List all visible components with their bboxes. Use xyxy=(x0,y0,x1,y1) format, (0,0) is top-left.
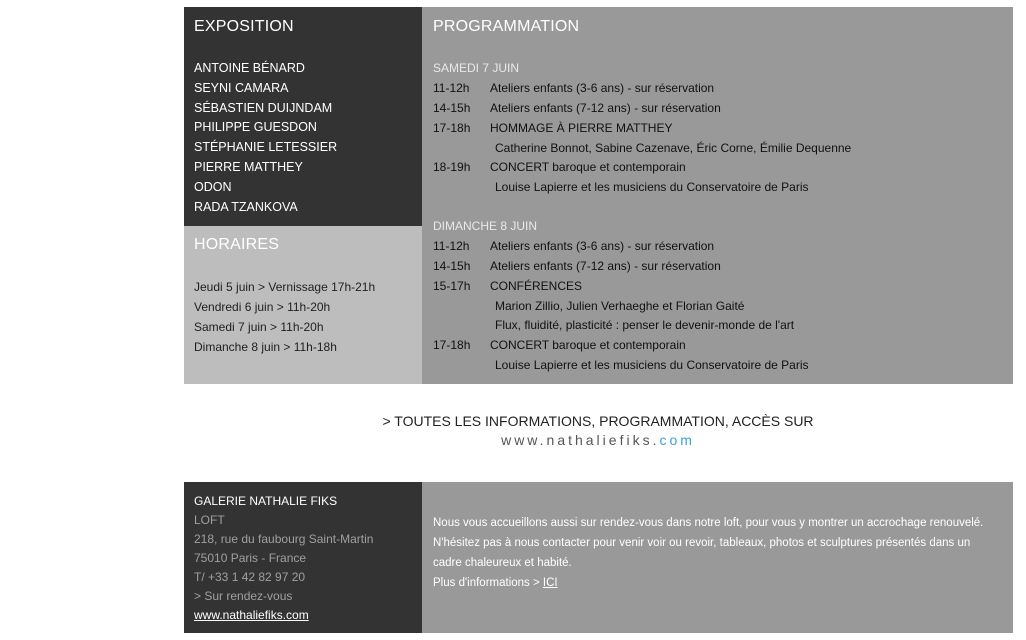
galerie-city: 75010 Paris - France xyxy=(194,551,307,565)
artist-item: STÉPHANIE LETESSIER xyxy=(194,140,338,155)
program-time: 11-12h xyxy=(433,81,470,95)
galerie-phone: T/ +33 1 42 82 97 20 xyxy=(194,570,306,584)
day-label-dimanche: DIMANCHE 8 JUIN xyxy=(433,219,538,233)
program-row xyxy=(433,157,1003,177)
artist-item: ANTOINE BÉNARD xyxy=(194,61,305,75)
galerie-address: 218, rue du faubourg Saint-Martin xyxy=(194,532,374,546)
program-row xyxy=(433,296,1003,316)
artist-item: PHILIPPE GUESDON xyxy=(194,120,317,135)
program-detail: Louise Lapierre et les musiciens du Conservatoire de Paris xyxy=(495,358,809,372)
artist-item: SÉBASTIEN DUIJNDAM xyxy=(194,100,333,115)
program-row xyxy=(433,355,1003,375)
program-detail: Louise Lapierre et les musiciens du Conservatoire de Paris xyxy=(495,180,809,194)
artist-item: ODON xyxy=(194,179,232,194)
program-row xyxy=(433,236,1003,256)
artist-item: PIERRE MATTHEY xyxy=(194,159,303,174)
loft-more-link[interactable]: ICI xyxy=(542,577,558,589)
program-detail: Flux, fluidité, plasticité : penser le devenir-monde de l'art xyxy=(495,318,795,332)
program-time: 14-15h xyxy=(433,101,471,115)
info-cta-text: > TOUTES LES INFORMATIONS, PROGRAMMATION, ACCÈS SUR xyxy=(382,413,814,429)
horaire-item: Vendredi 6 juin > 11h-20h xyxy=(194,300,331,314)
website-link[interactable] xyxy=(0,432,1026,448)
galerie-loft: LOFT xyxy=(194,513,225,527)
program-row xyxy=(433,78,1003,98)
artist-list xyxy=(194,59,337,217)
program-activity: CONCERT baroque et contemporain xyxy=(490,160,686,174)
artist-item: SEYNI CAMARA xyxy=(194,80,289,95)
horaire-item: Samedi 7 juin > 11h-20h xyxy=(194,320,324,334)
program-row xyxy=(433,177,1003,197)
program-time: 14-15h xyxy=(433,259,471,273)
day-label-samedi: SAMEDI 7 JUIN xyxy=(433,61,520,75)
galerie-contact xyxy=(194,492,373,625)
loft-description xyxy=(433,513,998,593)
website-link-main[interactable]: www.nathaliefiks. xyxy=(501,432,660,448)
program-time: 17-18h xyxy=(433,338,471,352)
galerie-name: GALERIE NATHALIE FIKS xyxy=(194,494,338,508)
galerie-appointment: > Sur rendez-vous xyxy=(194,589,293,603)
program-row xyxy=(433,315,1003,335)
horaires-title: HORAIRES xyxy=(194,236,280,253)
program-time: 17-18h xyxy=(433,121,471,135)
program-time: 11-12h xyxy=(433,239,470,253)
program-activity: HOMMAGE À PIERRE MATTHEY xyxy=(490,121,673,135)
loft-text-1: Nous vous accueillons aussi sur rendez-vous dans notre loft, pour vous y montrer un accrochage renouvelé. xyxy=(433,517,984,529)
loft-text-2: N'hésitez pas à nous contacter pour venir voir ou revoir, tableaux, photos et sculptures présentés dans un cadre chaleureux et habité. xyxy=(433,537,971,569)
artist-item: RADA TZANKOVA xyxy=(194,199,298,214)
program-activity: Ateliers enfants (7-12 ans) - sur réservation xyxy=(490,259,721,273)
program-time: 18-19h xyxy=(433,160,471,174)
program-activity: Ateliers enfants (3-6 ans) - sur réservation xyxy=(490,81,715,95)
program-row xyxy=(433,335,1003,355)
programmation-title: PROGRAMMATION xyxy=(433,18,580,35)
loft-more-prefix: Plus d'informations > xyxy=(433,577,543,589)
program-row xyxy=(433,118,1003,138)
horaires-list xyxy=(194,277,375,357)
program-row xyxy=(433,256,1003,276)
program-row xyxy=(433,138,1003,158)
galerie-website-link[interactable]: www.nathaliefiks.com xyxy=(194,608,309,622)
exposition-title: EXPOSITION xyxy=(194,18,294,35)
program-row xyxy=(433,276,1003,296)
horaire-item: Jeudi 5 juin > Vernissage 17h-21h xyxy=(194,280,376,294)
program-activity: CONCERT baroque et contemporain xyxy=(490,338,686,352)
program-detail: Marion Zillio, Julien Verhaeghe et Florian Gaité xyxy=(495,299,745,313)
program-row xyxy=(433,98,1003,118)
program-time: 15-17h xyxy=(433,279,471,293)
program-activity: Ateliers enfants (3-6 ans) - sur réservation xyxy=(490,239,715,253)
horaire-item: Dimanche 8 juin > 11h-18h xyxy=(194,340,337,354)
program-detail: Catherine Bonnot, Sabine Cazenave, Éric Corne, Émilie Dequenne xyxy=(495,141,852,155)
program-activity: Ateliers enfants (7-12 ans) - sur réservation xyxy=(490,101,721,115)
website-link-tld[interactable]: com xyxy=(659,432,695,448)
program-activity: CONFÉRENCES xyxy=(490,279,583,293)
